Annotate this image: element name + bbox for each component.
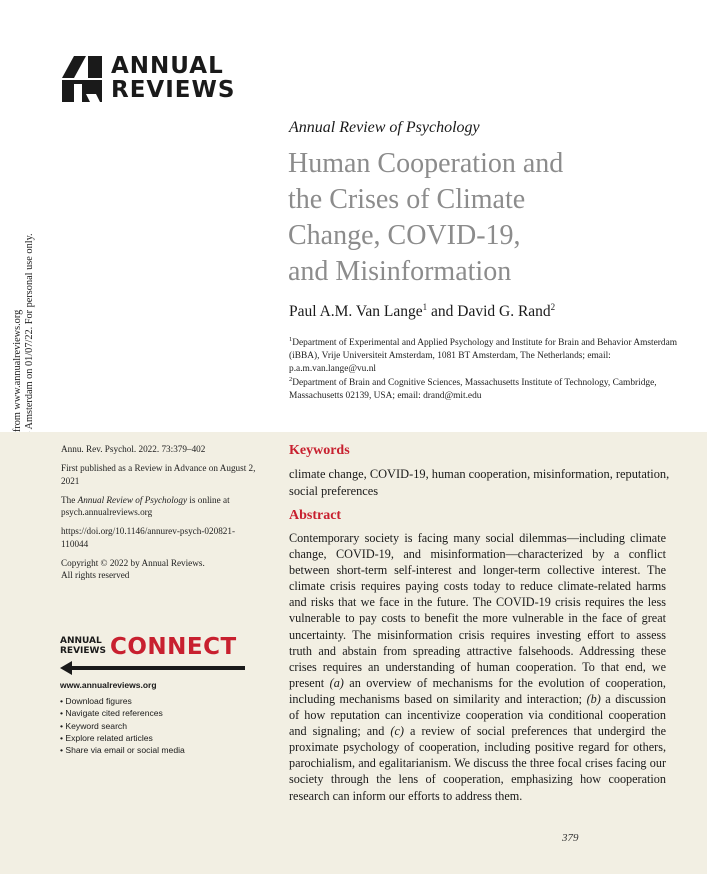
list-item: • Download figures [60, 696, 132, 706]
affiliation-1-mark: 1 [289, 336, 293, 343]
connect-url-link[interactable]: www.annualreviews.org [60, 680, 157, 690]
affiliation-2-mark: 2 [289, 376, 293, 383]
title-line-4: and Misinformation [288, 256, 512, 287]
title-line-3: Change, COVID-19, [288, 220, 521, 251]
title-line-1: Human Cooperation and [288, 148, 564, 179]
abstract-part-4: a review of social preferences that undergird the proximate psychology of cooperation, including positive regard for others, parochialism, and egalitarianism. We discuss the three focal crises facing our society through the lens of cooperation, emphasizing how cooperation research can inform our efforts to address them. [289, 724, 666, 803]
connect-small-wordmark [60, 636, 106, 656]
annual-reviews-logo-mark [60, 56, 102, 102]
abstract-part-3: a discussion of how reputation can incentivize cooperation via conditional cooperation and signaling; and [289, 691, 667, 739]
logo-line-reviews: REVIEWS [111, 77, 236, 103]
author-conjunction: and [427, 303, 458, 321]
connect-small-line1: ANNUAL [60, 636, 102, 646]
doi-link[interactable]: https://doi.org/10.1146/annurev-psych-020821-110044 [61, 526, 236, 549]
online-journal: Annual Review of Psychology [77, 494, 188, 505]
article-title [288, 146, 668, 290]
copyright [61, 557, 256, 582]
affiliation-2 [289, 373, 689, 403]
keywords-text: climate change, COVID-19, human cooperation, misinformation, reputation, social preferences [289, 467, 670, 498]
authors [289, 302, 555, 321]
citation-line: Annu. Rev. Psychol. 2022. 73:379–402 [61, 444, 206, 454]
abstract-marker-c: (c) [390, 724, 404, 739]
list-item: • Keyword search [60, 720, 128, 731]
author-1-affil-mark: 1 [422, 302, 428, 312]
abstract-marker-b: (b) [586, 691, 601, 706]
keywords-heading: Keywords [289, 443, 350, 458]
citation-metadata [61, 443, 256, 589]
list-item: • Navigate cited references [60, 708, 163, 719]
affiliation-1-text: Department of Experimental and Applied Psychology and Institute for Brain and Behavior Amsterdam (iBBA), Vrije Universiteit Amsterdam, 1081 BT Amsterdam, The Netherlands; email: p.a.m.van.lange@vu.nl [289, 338, 678, 375]
annual-reviews-connect [60, 634, 250, 756]
author-1: Paul A.M. Van Lange [289, 303, 423, 321]
first-published: First published as a Review in Advance on August 2, 2021 [61, 463, 256, 486]
abstract-part-2: an overview of mechanisms for the evolution of cooperation, including mechanisms based on similarity and interaction; [289, 675, 666, 706]
annual-reviews-logo [60, 53, 240, 106]
connect-small-line2: REVIEWS [60, 646, 106, 656]
online-availability [61, 494, 256, 519]
rights-line: All rights reserved [61, 570, 130, 581]
abstract-text [289, 530, 666, 804]
connect-feature-list [60, 695, 250, 756]
list-item: • Share via email or social media [60, 745, 185, 756]
affiliation-2-text: Department of Brain and Cognitive Sciences, Massachusetts Institute of Technology, Cambridge, Massachusetts 02139, USA; email: drand@mit.edu [289, 378, 657, 402]
author-2: David G. Rand [457, 303, 551, 321]
online-pre: The [61, 494, 78, 505]
connect-logo [60, 634, 250, 678]
copyright-line: Copyright © 2022 by Annual Reviews. [61, 558, 205, 569]
online-post: is online at psych.annualreviews.org [61, 494, 230, 518]
logo-line-annual: ANNUAL [111, 53, 224, 79]
affiliation-1 [289, 333, 689, 376]
page-number: 379 [562, 832, 579, 844]
journal-name: Annual Review of Psychology [289, 119, 480, 136]
author-2-affil-mark: 2 [550, 302, 556, 312]
abstract-heading: Abstract [289, 508, 342, 523]
logo-wordmark [111, 54, 235, 102]
abstract-part-1: Contemporary society is facing many social dilemmas—including climate change, COVID-19, and misinformation—characterized by a conflict between short-term self-interest and longer-term collective interest. The climate crisis requires paying costs today to reduce climate-related harms and risks that we face in the future. The COVID-19 crisis requires the less vulnerable to pay costs to benefit the more vulnerable in the face of great uncertainty. The misinformation crisis requires investing effort to assess truth and abstain from spreading attractive falsehoods. Addressing these crises requires an understanding of human cooperation. To that end, we present [289, 531, 666, 690]
connect-wordmark: CONNECT [110, 634, 237, 660]
arrow-left-icon [60, 661, 245, 675]
title-line-2: the Crises of Climate [288, 184, 526, 215]
abstract-marker-a: (a) [329, 675, 344, 690]
list-item: • Explore related articles [60, 732, 153, 743]
